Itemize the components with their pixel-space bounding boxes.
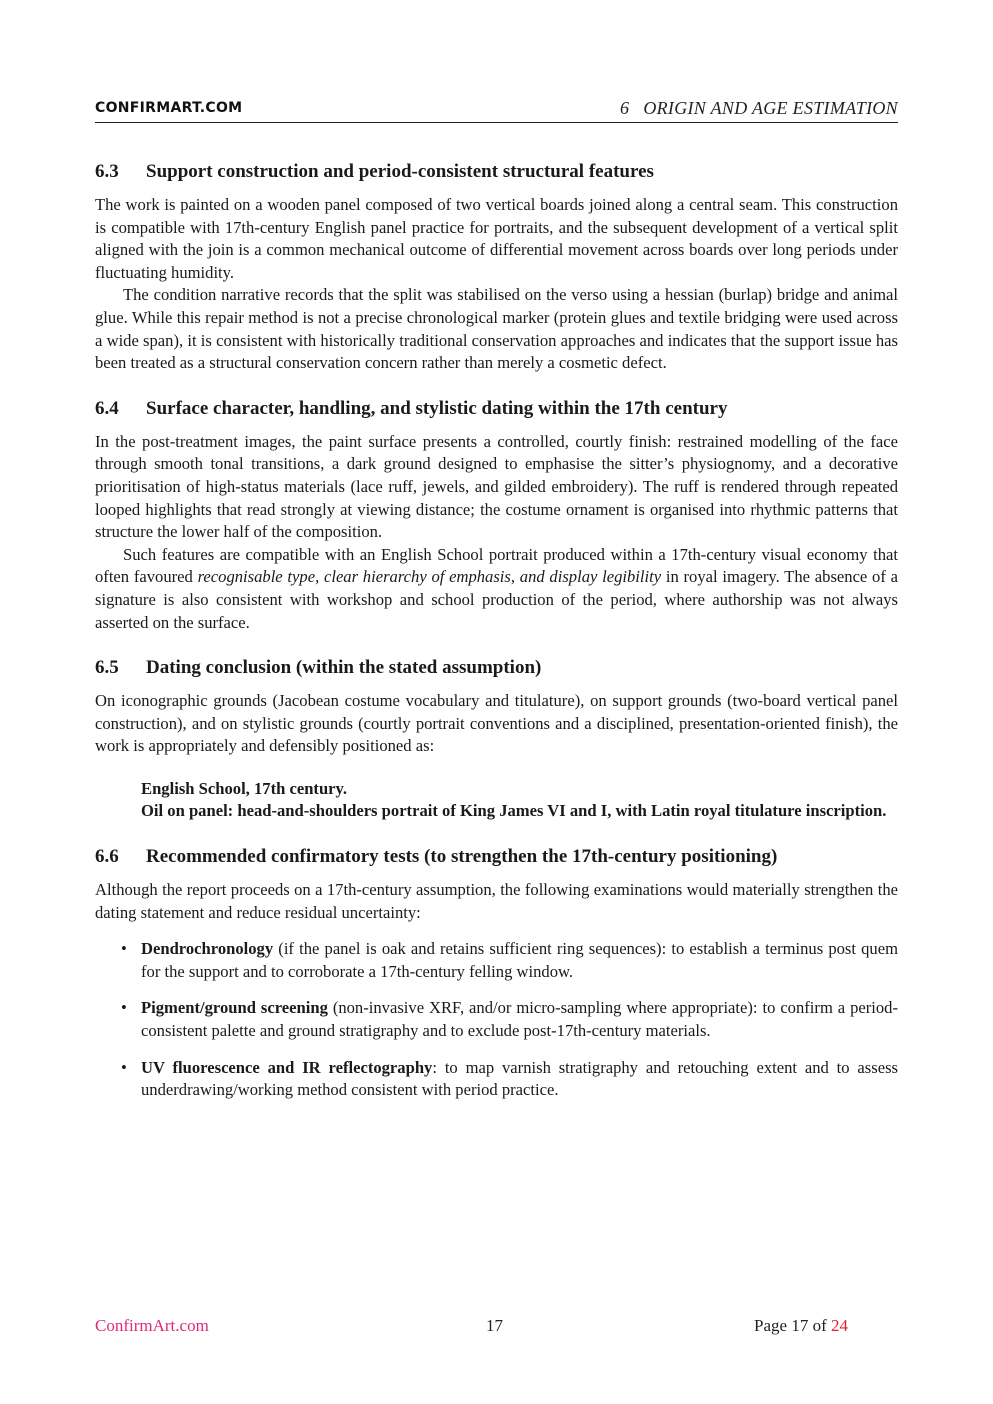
list-item: • UV fluorescence and IR reflectography: to map varnish stratigraphy and retouching extent and to assess underdrawing/working method consistent with period practice. [141, 1057, 898, 1102]
chapter-number: 6 [620, 98, 630, 118]
paragraph: Such features are compatible with an English School portrait produced within a 17th-century visual economy that often favoured recognisable type, clear hierarchy of emphasis, and display legibility in royal imagery. The absence of a signature is also consistent with workshop and school production of the period, where authorship was not always asserted on the surface. [95, 544, 898, 632]
footer-site-link[interactable]: ConfirmArt.com [95, 1316, 209, 1335]
dating-conclusion: English School, 17th century. Oil on panel: head-and-shoulders portrait of King James VI and I, with Latin royal titulature inscription. [141, 778, 887, 821]
paragraph: The work is painted on a wooden panel composed of two vertical boards joined along a central seam. This construction is compatible with 17th-century English panel practice for portraits, and the subsequent development of a vertical split aligned with the join is a common mechanical outcome of differential movement across boards over long periods under fluctuating humidity. [95, 195, 898, 282]
page-of-total: Page 17 of 24 [754, 1316, 848, 1335]
list-item: • Pigment/ground screening (non-invasive XRF, and/or micro-sampling where appropriate): to confirm a period-consistent palette and ground stratigraphy and to exclude post-17th-century materials. [141, 997, 898, 1042]
paragraph: The condition narrative records that the split was stabilised on the verso using a hessian (burlap) bridge and animal glue. While this repair method is not a precise chronological marker (protein glues and textile bridging were used across a wide span), it is consistent with historically traditional conservation approaches and indicates that the support issue has been treated as a structural conservation concern rather than merely a cosmetic defect. [95, 285, 898, 373]
section-heading: 6.6 Recommended confirmatory tests (to strengthen the 17th-century positioning) [95, 846, 778, 868]
total-pages-link[interactable]: 24 [831, 1316, 848, 1335]
section-heading: 6.5 Dating conclusion (within the stated assumption) [95, 657, 542, 679]
list-item: • Dendrochronology (if the panel is oak and retains sufficient ring sequences): to establish a terminus post quem for the support and to corroborate a 17th-century felling window. [141, 938, 898, 983]
page-header [95, 96, 898, 123]
section-6-4 [95, 397, 898, 634]
test-list [95, 938, 898, 1102]
chapter-title: ORIGIN AND AGE ESTIMATION [643, 98, 898, 118]
section-6-3 [95, 160, 898, 375]
page-number: 17 [486, 1316, 503, 1335]
emphasis-text: recognisable type, clear hierarchy of emphasis, and display legibility [197, 567, 662, 587]
paragraph: In the post-treatment images, the paint surface presents a controlled, courtly finish: restrained modelling of the face through smooth tonal transitions, a dark ground designed to emphasise the sitter’s physiognomy, and a decorative prioritisation of high-status materials (lace ruff, jewels, and gilded embroidery). The ruff is rendered through repeated looped highlights that read strongly at viewing distance; the costume ornament is organised into rhythmic patterns that structure the lower half of the composition. [95, 431, 898, 542]
section-heading: 6.3 Support construction and period-consistent structural features [95, 161, 654, 182]
running-head [620, 98, 898, 119]
confirmart-logo: CONFIRMART.COM [95, 100, 243, 116]
section-6-6 [95, 845, 898, 1102]
page-content [95, 160, 898, 1124]
paragraph: Although the report proceeds on a 17th-century assumption, the following examinations would materially strengthen the dating statement and reduce residual uncertainty: [95, 880, 898, 922]
section-heading: 6.4 Surface character, handling, and stylistic dating within the 17th century [95, 397, 728, 419]
paragraph: On iconographic grounds (Jacobean costume vocabulary and titulature), on support grounds (two-board vertical panel construction), and on stylistic grounds (courtly portrait conventions and a disciplined, presentation-oriented finish), the work is appropriately and defensibly positioned as: [95, 691, 898, 756]
page-footer [95, 1316, 898, 1340]
section-6-5 [95, 656, 898, 823]
